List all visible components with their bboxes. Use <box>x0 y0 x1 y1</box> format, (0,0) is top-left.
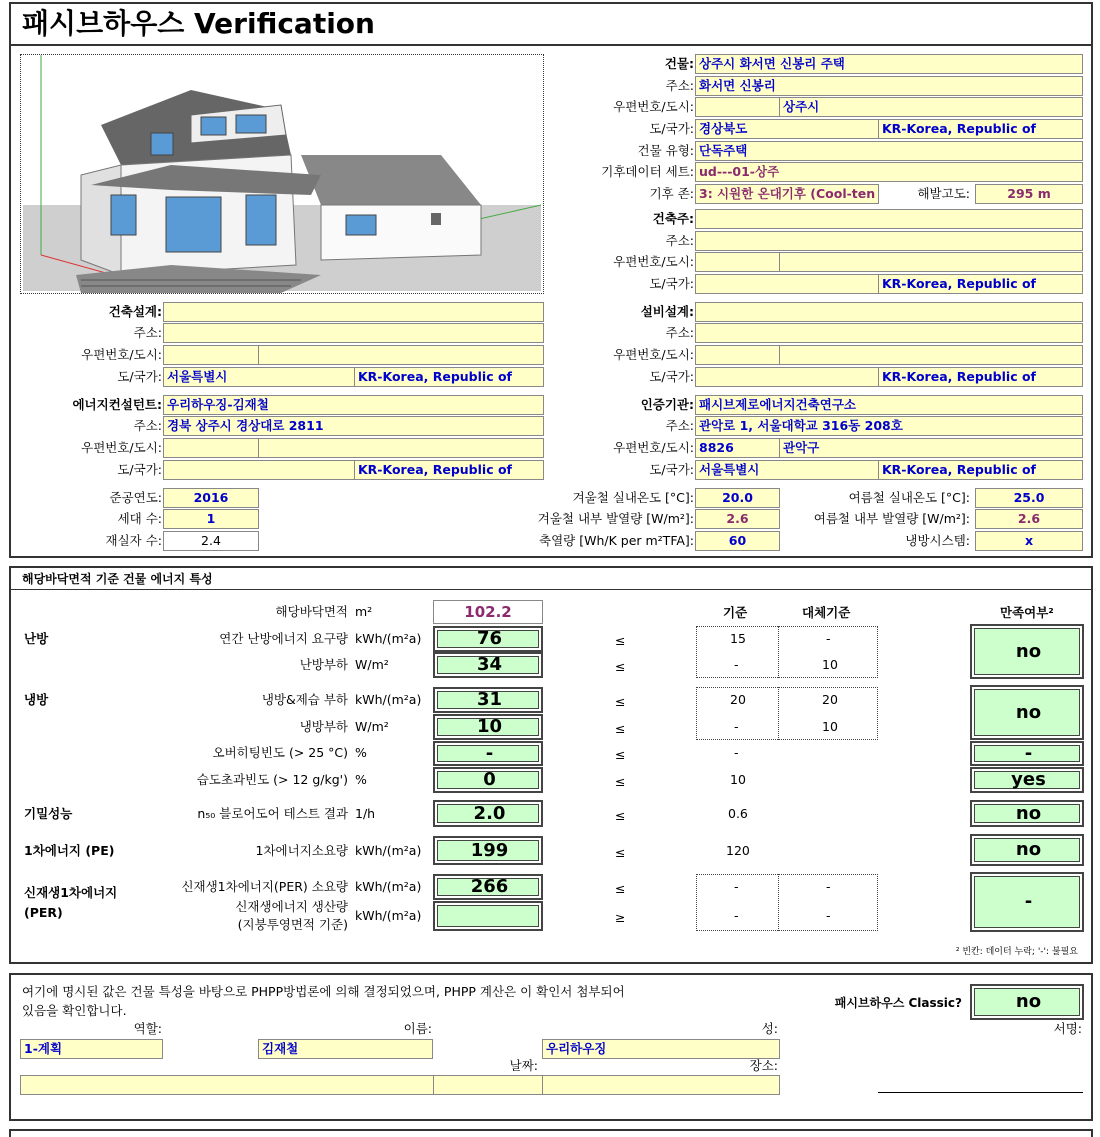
units[interactable]: 1 <box>163 509 259 529</box>
row-primary-energy-unit: kWh/(m²a) <box>355 843 422 858</box>
row-heating-load-alt: 10 <box>822 657 838 672</box>
energy-frame <box>9 566 1093 964</box>
row-cooling-load-alt: 10 <box>822 719 838 734</box>
consultant-country[interactable]: KR-Korea, Republic of <box>354 460 544 480</box>
row-per-gen-op: ≥ <box>615 910 626 925</box>
row-humidity-unit: % <box>355 772 367 787</box>
building-type-label: 건물 유형: <box>637 143 694 158</box>
summer-gain-label: 여름철 내부 발열량 [W/m²]: <box>813 511 970 526</box>
group-per: 신재생1차에너지 <box>24 885 118 900</box>
certifier-city[interactable]: 관악구 <box>779 438 1083 458</box>
row-airtightness-label: n₅₀ 블로어도어 테스트 결과 <box>197 806 348 821</box>
winter-temp-label: 겨울철 실내온도 [°C]: <box>572 490 694 505</box>
row-cooling-load-crit: - <box>734 719 739 734</box>
declaration-text-2: 있음을 확인합니다. <box>22 1003 127 1018</box>
certifier-state-label: 도/국가: <box>649 462 694 477</box>
building-state-label: 도/국가: <box>649 121 694 136</box>
row-humidity-label: 습도초과빈도 (> 12 g/kg') <box>196 772 348 787</box>
mep-label: 설비설계: <box>640 304 694 319</box>
certifier-state[interactable]: 서울특별시 <box>695 460 879 480</box>
units-label: 세대 수: <box>117 511 162 526</box>
per-criteria-divider <box>778 874 779 931</box>
signature-line[interactable] <box>878 1092 1083 1093</box>
row-overheating-value: - <box>433 741 543 766</box>
winter-gain[interactable]: 2.6 <box>695 509 780 529</box>
certifier-name[interactable]: 패시브제로에너지건축연구소 <box>695 395 1083 415</box>
group-per-abbr: (PER) <box>24 905 63 920</box>
certifier-address[interactable]: 관악로 1, 서울대학교 316동 208호 <box>695 416 1083 436</box>
row-per-demand-op: ≤ <box>615 881 626 896</box>
row-humidity-op: ≤ <box>615 774 626 789</box>
row-per-gen-unit: kWh/(m²a) <box>355 908 422 923</box>
group-cooling: 냉방 <box>24 692 49 707</box>
role-field[interactable]: 1-계획 <box>20 1039 163 1059</box>
row-overheating-label: 오버히팅빈도 (> 25 °C) <box>212 745 348 760</box>
owner-name[interactable] <box>695 209 1083 229</box>
row-per-demand-unit: kWh/(m²a) <box>355 879 422 894</box>
house-rendering-image <box>21 55 543 293</box>
architect-state-label: 도/국가: <box>117 369 162 384</box>
row-cooling-load-unit: W/m² <box>355 719 389 734</box>
building-zip-label: 우편번호/도시: <box>613 99 694 114</box>
winter-temp[interactable]: 20.0 <box>695 488 780 508</box>
mep-zip-label: 우편번호/도시: <box>613 347 694 362</box>
row-airtightness-unit: 1/h <box>355 806 376 821</box>
building-state[interactable]: 경상북도 <box>695 119 879 139</box>
tfa-label: 해당바닥면적 <box>275 604 348 619</box>
mep-state[interactable] <box>695 367 879 387</box>
row-overheating-unit: % <box>355 745 367 760</box>
owner-address-label: 주소: <box>665 233 694 248</box>
row-per-demand-alt: - <box>826 879 831 894</box>
architect-name[interactable] <box>163 302 544 322</box>
owner-country[interactable]: KR-Korea, Republic of <box>878 274 1083 294</box>
occupants-label: 재실자 수: <box>105 533 162 548</box>
row-heating-load-label: 난방부하 <box>299 657 348 672</box>
consultant-state[interactable] <box>163 460 355 480</box>
surname-field[interactable]: 우리하우징 <box>542 1039 780 1059</box>
consultant-zip[interactable] <box>163 438 259 458</box>
row-heating-demand-op: ≤ <box>615 633 626 648</box>
row-cooling-demand-alt: 20 <box>822 692 838 707</box>
row-airtightness-op: ≤ <box>615 808 626 823</box>
year-label: 준공연도: <box>109 490 162 505</box>
row-per-gen-label: 신재생에너지 생산량 <box>235 899 348 914</box>
building-address-label: 주소: <box>665 78 694 93</box>
col-criteria: 기준 <box>723 605 748 620</box>
certifier-label: 인증기관: <box>640 397 694 412</box>
row-primary-energy-label: 1차에너지소요량 <box>255 843 348 858</box>
per-criteria-box <box>696 874 878 931</box>
architect-country[interactable]: KR-Korea, Republic of <box>354 367 544 387</box>
consultant-address[interactable]: 경북 상주시 경상대로 2811 <box>163 416 544 436</box>
consultant-zip-label: 우편번호/도시: <box>81 440 162 455</box>
architect-state[interactable]: 서울특별시 <box>163 367 355 387</box>
group-airtightness: 기밀성능 <box>24 806 73 821</box>
row-heating-demand-label: 연간 난방에너지 요구량 <box>219 631 348 646</box>
row-per-gen-label2: (지붕투영면적 기준) <box>237 917 348 932</box>
owner-city[interactable] <box>779 252 1083 272</box>
ok-overheating: - <box>970 741 1084 766</box>
heating-criteria-divider <box>778 626 779 678</box>
row-primary-energy-crit: 120 <box>726 843 750 858</box>
row-per-demand-value: 266 <box>433 874 543 900</box>
ok-cooling: no <box>970 685 1084 740</box>
ok-humidity: yes <box>970 767 1084 793</box>
cooling-criteria-box <box>696 687 878 740</box>
building-type[interactable]: 단독주택 <box>695 141 1083 161</box>
building-zip[interactable] <box>695 97 780 117</box>
ok-per: - <box>970 872 1084 932</box>
building-image-frame <box>20 54 544 294</box>
mep-country[interactable]: KR-Korea, Republic of <box>878 367 1083 387</box>
surname-label: 성: <box>761 1021 778 1036</box>
row-airtightness-value: 2.0 <box>433 800 543 827</box>
row-heating-load-unit: W/m² <box>355 657 389 672</box>
owner-address[interactable] <box>695 231 1083 251</box>
climate-zone[interactable]: 3: 시원한 온대기후 (Cool-ten <box>695 184 879 204</box>
mep-name[interactable] <box>695 302 1083 322</box>
classic-result: no <box>970 984 1084 1020</box>
date-label: 날짜: <box>509 1058 538 1073</box>
role-label: 역할: <box>133 1021 162 1036</box>
row-cooling-load-op: ≤ <box>615 721 626 736</box>
energy-footnote: ² 빈칸: 데이터 누락; '-': 불필요 <box>955 947 1078 957</box>
consultant-city[interactable] <box>258 438 544 458</box>
architect-zip[interactable] <box>163 345 259 365</box>
cooling-system[interactable]: x <box>975 531 1083 551</box>
row-primary-energy-value: 199 <box>433 836 543 865</box>
signature-label: 서명: <box>1053 1021 1082 1036</box>
ok-primary-energy: no <box>970 834 1084 866</box>
col-satisfied: 만족여부² <box>1000 605 1054 620</box>
tfa-unit: m² <box>355 604 373 619</box>
summer-temp-label: 여름철 실내온도 [°C]: <box>848 490 970 505</box>
winter-gain-label: 겨울철 내부 발열량 [W/m²]: <box>537 511 694 526</box>
row-heating-load-crit: - <box>734 657 739 672</box>
climate-zone-label: 기후 존: <box>649 186 694 201</box>
title-bar-divider <box>11 44 1091 46</box>
heat-cap-label: 축열량 [Wh/K per m²TFA]: <box>539 533 694 548</box>
row-cooling-demand-label: 냉방&제습 부하 <box>261 692 348 707</box>
altitude-label: 해발고도: <box>917 186 970 201</box>
row-heating-load-value: 34 <box>433 652 543 678</box>
cooling-criteria-divider <box>778 687 779 740</box>
row-humidity-value: 0 <box>433 767 543 793</box>
owner-state-label: 도/국가: <box>649 276 694 291</box>
next-section-frame <box>9 1129 1093 1137</box>
architect-label: 건축설계: <box>108 304 162 319</box>
building-label: 건물: <box>664 56 694 71</box>
page-title: 패시브하우스 Verification <box>22 7 375 40</box>
classic-label: 패시브하우스 Classic? <box>834 996 962 1010</box>
row-humidity-crit: 10 <box>730 772 746 787</box>
cooling-system-label: 냉방시스템: <box>905 533 970 548</box>
group-primary-energy: 1차에너지 (PE) <box>24 843 115 858</box>
row-overheating-op: ≤ <box>615 747 626 762</box>
row-cooling-load-label: 냉방부하 <box>299 719 348 734</box>
row-heating-demand-crit: 15 <box>730 631 746 646</box>
row-cooling-demand-crit: 20 <box>730 692 746 707</box>
building-city[interactable]: 상주시 <box>779 97 1083 117</box>
name-field[interactable]: 김재철 <box>258 1039 433 1059</box>
year[interactable]: 2016 <box>163 488 259 508</box>
row-per-gen-value <box>433 901 543 931</box>
date-field[interactable] <box>433 1075 543 1095</box>
row-per-demand-crit: - <box>734 879 739 894</box>
architect-address[interactable] <box>163 323 544 343</box>
architect-address-label: 주소: <box>133 325 162 340</box>
signature-row-field[interactable] <box>20 1075 434 1095</box>
certifier-address-label: 주소: <box>665 418 694 433</box>
architect-zip-label: 우편번호/도시: <box>81 347 162 362</box>
building-address[interactable]: 화서면 신봉리 <box>695 76 1083 96</box>
architect-city[interactable] <box>258 345 544 365</box>
heating-criteria-box <box>696 626 878 678</box>
mep-address-label: 주소: <box>665 325 694 340</box>
consultant-label: 에너지컨설턴트: <box>72 397 162 412</box>
mep-city[interactable] <box>779 345 1083 365</box>
place-field[interactable] <box>542 1075 780 1095</box>
climate-set-label: 기후데이터 세트: <box>601 164 694 179</box>
row-overheating-crit: - <box>734 745 739 760</box>
owner-state[interactable] <box>695 274 879 294</box>
building-country[interactable]: KR-Korea, Republic of <box>878 119 1083 139</box>
certifier-zip-label: 우편번호/도시: <box>613 440 694 455</box>
ok-heating: no <box>970 624 1084 679</box>
name-label: 이름: <box>403 1021 432 1036</box>
col-alt-criteria: 대체기준 <box>802 605 851 620</box>
certifier-country[interactable]: KR-Korea, Republic of <box>878 460 1083 480</box>
row-per-gen-alt: - <box>826 908 831 923</box>
group-heating: 난방 <box>24 631 49 646</box>
consultant-name[interactable]: 우리하우징-김재철 <box>163 395 544 415</box>
owner-zip-label: 우편번호/도시: <box>613 254 694 269</box>
ok-airtightness: no <box>970 800 1084 827</box>
row-airtightness-crit: 0.6 <box>728 806 748 821</box>
row-cooling-load-value: 10 <box>433 714 543 740</box>
energy-section-title: 해당바닥면적 기준 건물 에너지 특성 <box>22 572 213 586</box>
row-cooling-demand-op: ≤ <box>615 694 626 709</box>
mep-zip[interactable] <box>695 345 780 365</box>
declaration-text-1: 여기에 명시된 값은 건물 특성을 바탕으로 PHPP방법론에 의해 결정되었으며, PHPP 계산은 이 확인서 첨부되어 <box>22 984 625 999</box>
mep-address[interactable] <box>695 323 1083 343</box>
consultant-state-label: 도/국가: <box>117 462 162 477</box>
mep-state-label: 도/국가: <box>649 369 694 384</box>
climate-set[interactable]: ud---01-상주 <box>695 162 1083 182</box>
tfa-value: 102.2 <box>433 600 543 624</box>
certifier-zip[interactable]: 8826 <box>695 438 780 458</box>
occupants: 2.4 <box>163 531 259 551</box>
summer-temp[interactable]: 25.0 <box>975 488 1083 508</box>
altitude[interactable]: 295 m <box>975 184 1083 204</box>
summer-gain[interactable]: 2.6 <box>975 509 1083 529</box>
row-heating-load-op: ≤ <box>615 659 626 674</box>
energy-title-divider <box>11 589 1091 590</box>
row-per-gen-crit: - <box>734 908 739 923</box>
row-heating-demand-alt: - <box>826 631 831 646</box>
row-cooling-demand-unit: kWh/(m²a) <box>355 692 422 707</box>
heat-cap[interactable]: 60 <box>695 531 780 551</box>
row-heating-demand-value: 76 <box>433 626 543 652</box>
row-primary-energy-op: ≤ <box>615 845 626 860</box>
consultant-address-label: 주소: <box>133 418 162 433</box>
row-cooling-demand-value: 31 <box>433 687 543 713</box>
owner-zip[interactable] <box>695 252 780 272</box>
place-label: 장소: <box>749 1058 778 1073</box>
owner-label: 건축주: <box>652 211 694 226</box>
row-heating-demand-unit: kWh/(m²a) <box>355 631 422 646</box>
row-per-demand-label: 신재생1차에너지(PER) 소요량 <box>181 879 348 894</box>
building-name[interactable]: 상주시 화서면 신봉리 주택 <box>695 54 1083 74</box>
